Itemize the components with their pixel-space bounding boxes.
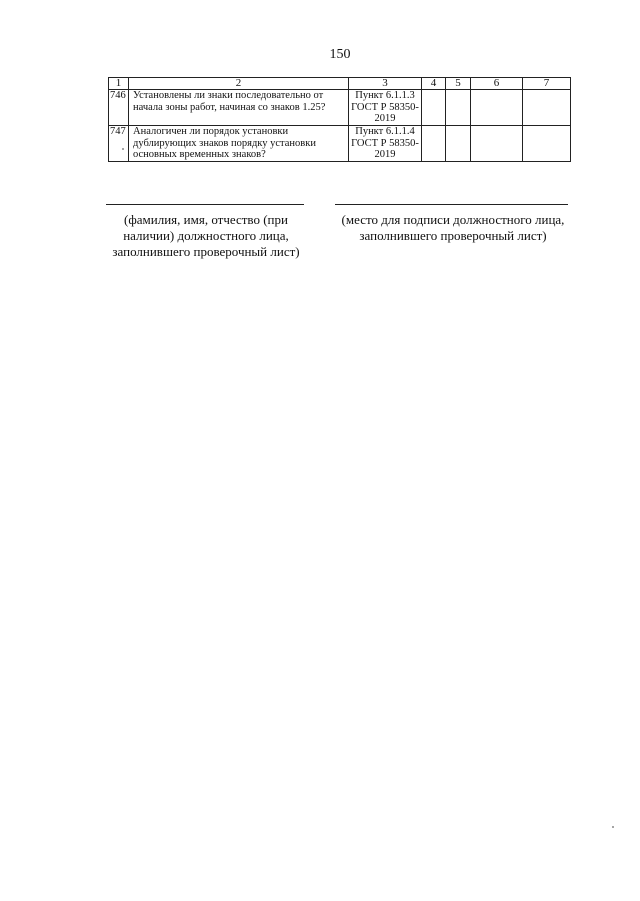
column-header: 2 (129, 78, 349, 90)
name-caption: (фамилия, имя, отчество (при наличии) должностного лица, заполнившего проверочный лист) (112, 212, 300, 259)
row-cell-4[interactable] (422, 126, 446, 162)
row-number: 747 (109, 126, 129, 162)
row-reference: Пункт 6.1.1.3 ГОСТ Р 58350-2019 (349, 90, 422, 126)
column-header: 4 (422, 78, 446, 90)
row-number: 746 (109, 90, 129, 126)
row-cell-5[interactable] (446, 126, 471, 162)
checklist-table (108, 77, 571, 162)
table-row (109, 126, 571, 162)
scan-speck (612, 826, 614, 828)
name-signature-line[interactable] (106, 204, 304, 205)
row-question: Аналогичен ли порядок установки дублирующих знаков порядку установки основных временных знаков? (129, 126, 349, 162)
row-reference: Пункт 6.1.1.4 ГОСТ Р 58350-2019 (349, 126, 422, 162)
column-header: 5 (446, 78, 471, 90)
page-number: 150 (329, 47, 351, 62)
table-header-row (109, 78, 571, 90)
row-cell-6[interactable] (471, 126, 523, 162)
row-cell-6[interactable] (471, 90, 523, 126)
signature-line[interactable] (335, 204, 568, 205)
row-question: Установлены ли знаки последовательно от начала зоны работ, начиная со знаков 1.25? (129, 90, 349, 126)
column-header: 1 (109, 78, 129, 90)
row-cell-4[interactable] (422, 90, 446, 126)
row-cell-7[interactable] (523, 90, 571, 126)
signature-caption: (место для подписи должностного лица, заполнившего проверочный лист) (341, 212, 565, 243)
column-header: 7 (523, 78, 571, 90)
scan-speck (122, 148, 124, 150)
column-header: 3 (349, 78, 422, 90)
column-header: 6 (471, 78, 523, 90)
table-row (109, 90, 571, 126)
row-cell-5[interactable] (446, 90, 471, 126)
row-cell-7[interactable] (523, 126, 571, 162)
